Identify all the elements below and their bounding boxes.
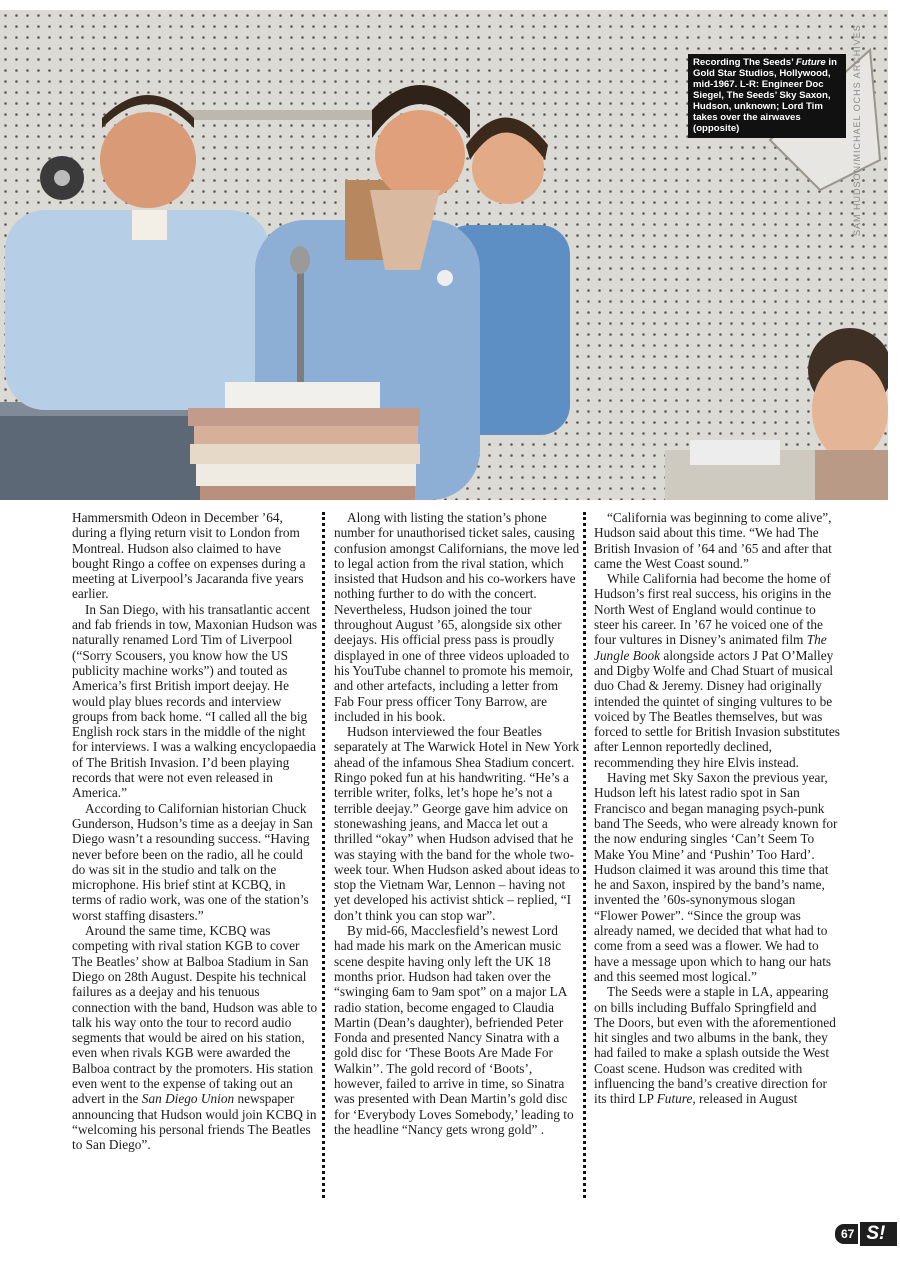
photo-caption: [688, 54, 846, 138]
page-number: 67: [835, 1224, 858, 1244]
paragraph: Having met Sky Saxon the previous year, Hudson left his latest radio spot in San Francisco and began managing psych-punk band The Seeds, who were already known for the now enduring singles ‘Can’t Seem To Make You Mine’ and ‘Pushin’ Too Hard’. Hudson claimed it was around this time that he and Saxon, inspired by the band’s name, invented the ’60s-synonymous slogan “Flower Power”. “Since the group was already named, we decided that what had to come from a seed was a flower. We had to have a message upon which to hang our hats and this seemed most logical.”: [594, 770, 838, 984]
article-column-1: [72, 510, 318, 1152]
paragraph: [72, 923, 318, 1152]
column-divider: [583, 512, 586, 1198]
caption-lead: Recording The Seeds’: [693, 57, 796, 68]
paragraph: Along with listing the station’s phone number for unauthorised ticket sales, causing confusion amongst Californians, the move led to legal action from the rival station, which insisted that Hudson and his co-workers have nothing further to do with the concert. Nevertheless, Hudson joined the tour throughout August ’65, alongside six other deejays. His official press pass is proudly displayed in one of three videos uploaded to his YouTube channel to promote his memoir, and other artefacts, including a letter from Fab Four press officer Tony Barrow, are included in his book.: [334, 510, 580, 724]
paragraph: [594, 571, 840, 770]
paragraph: Hammersmith Odeon in December ’64, during a flying return visit to London from Montreal. Hudson also claimed to have bought Ringo a coffee on expenses during a meeting at Liverpool’s Jacaranda five years earlier.: [72, 510, 306, 602]
paragraph: According to Californian historian Chuck Gunderson, Hudson’s time as a deejay in San Diego wasn’t a resounding success. “Having never before been on the radio, all he could do was sit in the studio and talk on the microphone. His brief stint at KCBQ, in terms of radio work, was one of the station’s worst staffing disasters.”: [72, 800, 313, 923]
paragraph: Hudson interviewed the four Beatles separately at The Warwick Hotel in New York ahead of the infamous Shea Stadium concert. Ringo poked fun at his handwriting. “He’s a terrible writer, folks, let’s hope he’s not a terrible deejay.” George gave him advice on stonewashing jeans, and Macca let out a thrilled “okay” when Hudson advised that he was staying with the band for the whole two-week tour. When Hudson asked about ideas to stop the Vietnam War, Lennon – having not yet developed his activist shtick – replied, “I don’t think you can stop war”.: [334, 724, 580, 923]
paragraph: In San Diego, with his transatlantic accent and fab friends in tow, Maxonian Hudson was naturally renamed Lord Tim of Liverpool (“Sorry Scousers, you know how the US publicity machine works”) and touted as America’s first British import deejay. He would play blues records and interview groups from back home. “I called all the big English rock stars in the middle of the night for interviews. I was a walking encyclopaedia of The British Invasion. I’d been playing records that were not even released in America.”: [72, 601, 318, 801]
article-column-2: [334, 510, 580, 1137]
photo-credit: SAM HUDSON/MICHAEL OCHS ARCHIVES: [852, 24, 862, 236]
magazine-logo: S!: [860, 1222, 897, 1246]
paragraph-text: alongside actors J Pat O’Malley and Digby Wolfe and Chad Stuart of musical duo Chad & Jeremy. Disney had originally intended the quintet of singing vultures to be voiced by The Beatles themselves, but was forced to settle for British Invasion substitutes after Lennon reportedly declined, recommending they hire Elvis instead.: [594, 647, 840, 770]
paragraph-text: newspaper announcing that Hudson would join KCBQ in “welcoming his personal friends The Beatles to San Diego”.: [72, 1091, 317, 1153]
newspaper-title: San Diego Union: [141, 1091, 235, 1107]
paragraph: [594, 984, 840, 1106]
article-column-3: [594, 510, 840, 1107]
column-divider: [322, 512, 325, 1198]
paragraph: By mid-66, Macclesfield’s newest Lord had made his mark on the American music scene despite having only left the UK 18 months prior. Hudson had taken over the “swinging 6am to 9am spot” on a major LA radio station, become engaged to Claudia Martin (Dean’s daughter), befriended Peter Fonda and presented Nancy Sinatra with a gold disc for ‘These Boots Are Made For Walkin’’. The gold record of ‘Boots’, however, failed to arrive in time, so Sinatra was presented with Dean Martin’s gold disc for ‘Everybody Loves Somebody,’ leading to the headline “Nancy gets wrong gold” .: [334, 923, 574, 1137]
album-title: Future,: [656, 1091, 696, 1107]
paragraph: “California was beginning to come alive”, Hudson said about this time. “We had The British Invasion of ’64 and ’65 and after that came the West Coast sound.”: [594, 510, 832, 571]
paragraph-text: Around the same time, KCBQ was competing with rival station KGB to cover The Beatles’ show at Balboa Stadium in San Diego on 28th August. Despite his technical failures as a deejay and his tenuous connection with the band, Hudson was able to talk his way onto the tour to record audio segments that would be aired on his station, even when rivals KGB were awarded the Balboa contract by the promoters. His station even went to the expense of taking out an advert in the: [72, 923, 318, 1107]
paragraph-text: The Seeds were a staple in LA, appearing on bills including Buffalo Springfield and The Doors, but even with the aforementioned hit singles and two albums in the bank, they had failed to make a splash outside the West Coast scene. Hudson was credited with influencing the band’s creative direction for its third LP: [594, 984, 836, 1107]
paragraph-text: released in August: [695, 1091, 798, 1107]
paragraph-text: While California had become the home of Hudson’s first real success, his origins in the North West of England would continue to steer his career. In ’67 he voiced one of the four vultures in Disney’s animated film: [594, 571, 832, 648]
film-title: The Jungle Book: [594, 632, 827, 663]
caption-rest: in Gold Star Studios, Hollywood, mid-1967. L-R: Engineer Doc Siegel, The Seeds’ Sky Saxon, Hudson, unknown; Lord Tim takes over the airwaves (opposite): [693, 57, 837, 134]
caption-album-title: Future: [795, 57, 826, 68]
page-folio: [835, 1222, 900, 1246]
